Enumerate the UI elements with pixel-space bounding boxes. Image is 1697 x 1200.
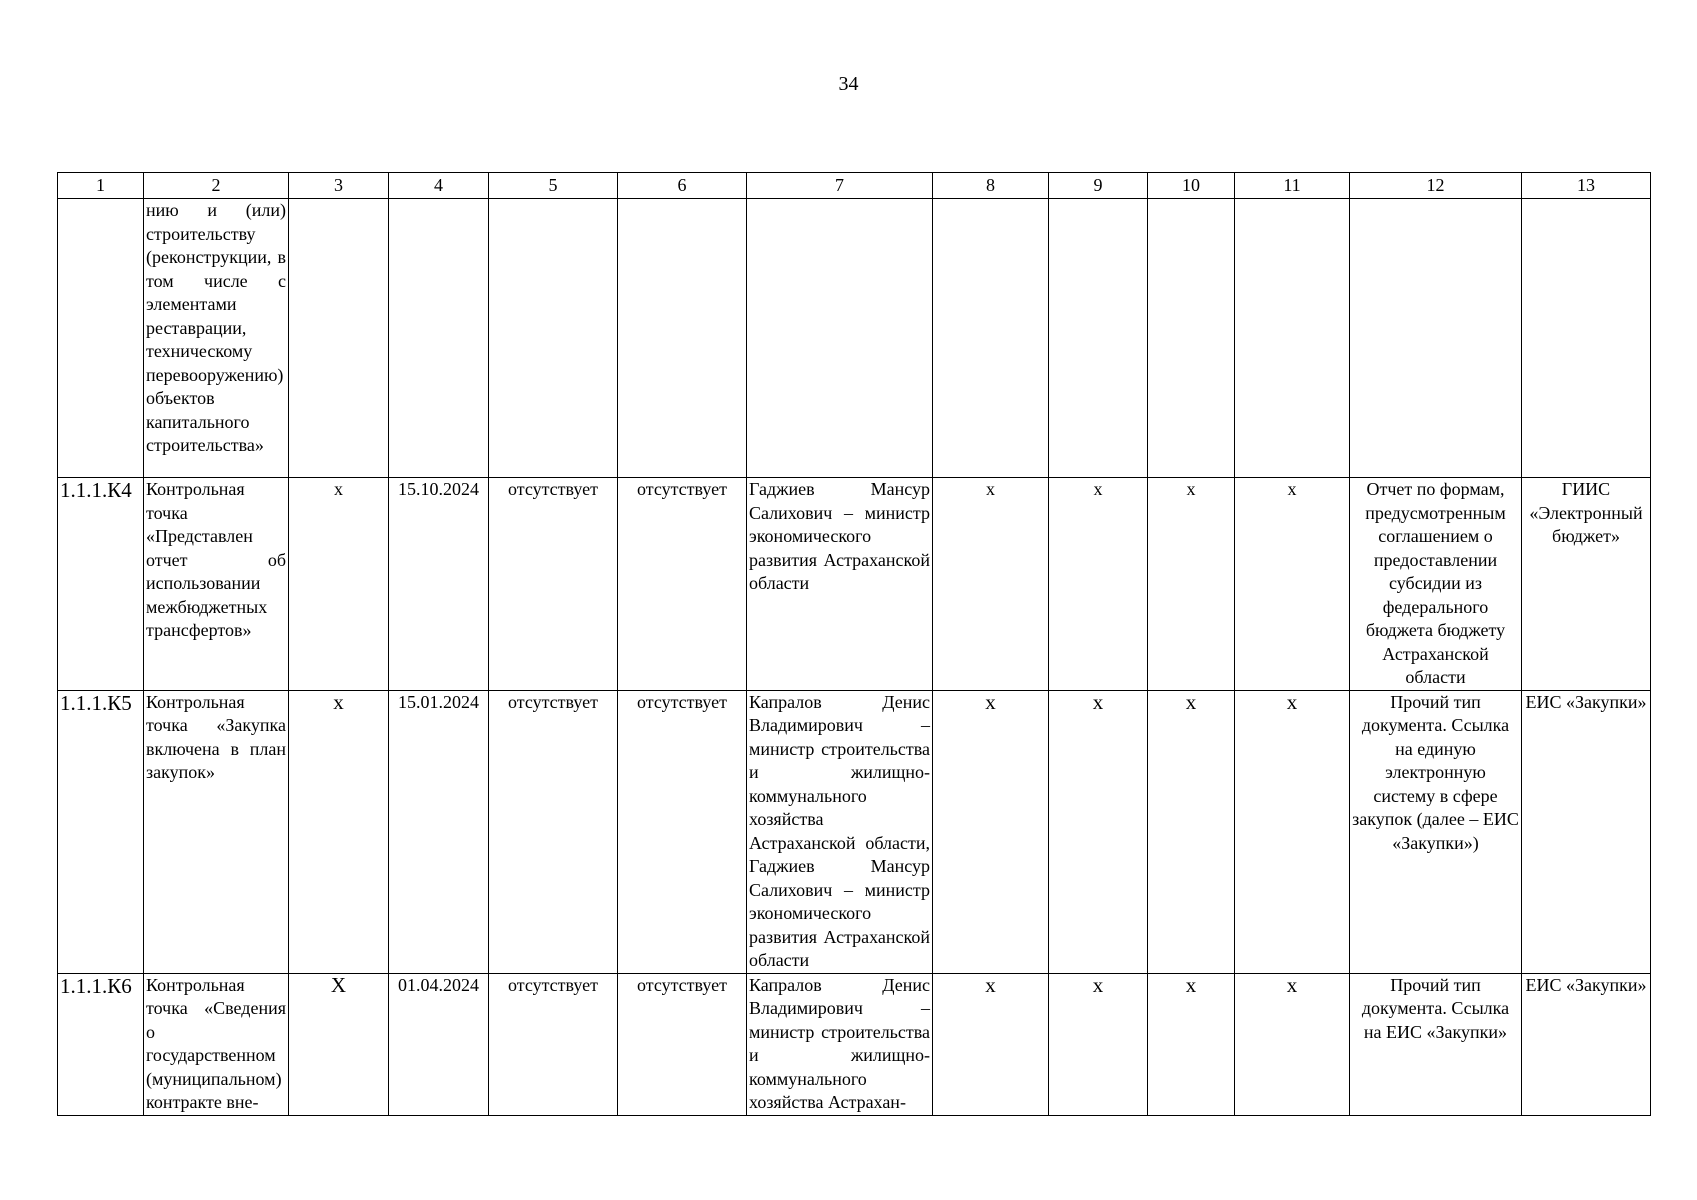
row-name: Контрольная точка «Представлен отчет об использовании межбюджетных трансфертов» [144,478,289,691]
information-system-cell: ЕИС «Закупки» [1522,690,1651,973]
table-cell: x [289,478,389,691]
document-type-cell: Отчет по формам, предусмотренным соглашением о предоставлении субсидии из федерального бюджета бюджету Астраханской области [1350,478,1522,691]
row-code: 1.1.1.К5 [58,690,144,973]
table-cell: отсутствует [489,478,618,691]
table-cell: x [1235,973,1350,1115]
table-cell: x [289,690,389,973]
table-cell: отсутствует [618,690,747,973]
table-row [58,478,1651,691]
column-header: 4 [389,173,489,199]
table-cell: 01.04.2024 [389,973,489,1115]
column-header: 6 [618,173,747,199]
table-cell: x [1148,478,1235,691]
table-cell: x [1049,690,1148,973]
row-name: Контрольная точка «Сведения о государственном (муниципальном) контракте вне- [144,973,289,1115]
table-cell: отсутствует [489,690,618,973]
table-header-row [58,173,1651,199]
column-header: 5 [489,173,618,199]
responsible-cell: Капралов Денис Владимирович – министр строительства и жилищно-коммунального хозяйства Астраханской области, Гаджиев Мансур Салихович – министр экономического развития Астраханской области [747,690,933,973]
table-cell [618,199,747,478]
table-cell: x [933,478,1049,691]
table-cell: отсутствует [618,973,747,1115]
row-name: Контрольная точка «Закупка включена в план закупок» [144,690,289,973]
row-code: 1.1.1.К6 [58,973,144,1115]
table-cell [389,199,489,478]
control-points-table [57,172,1651,1116]
table-cell [289,199,389,478]
table-cell: x [1235,478,1350,691]
table-cell [1148,199,1235,478]
table-cell [747,199,933,478]
page-number: 34 [838,73,859,95]
column-header: 9 [1049,173,1148,199]
table-cell [489,199,618,478]
table-cell [1235,199,1350,478]
column-header: 11 [1235,173,1350,199]
table-cell: x [933,973,1049,1115]
table-cell: отсутствует [489,973,618,1115]
column-header: 1 [58,173,144,199]
information-system-cell: ЕИС «Закупки» [1522,973,1651,1115]
table-cell: x [933,690,1049,973]
table-row [58,690,1651,973]
document-type-cell: Прочий тип документа. Ссылка на единую электронную систему в сфере закупок (далее – ЕИС «Закупки») [1350,690,1522,973]
table-cell: x [1235,690,1350,973]
row-code [58,199,144,478]
information-system-cell: ГИИС «Электронный бюджет» [1522,478,1651,691]
responsible-cell: Капралов Денис Владимирович – министр строительства и жилищно-коммунального хозяйства Астрахан- [747,973,933,1115]
table-cell [933,199,1049,478]
column-header: 2 [144,173,289,199]
table-cell: X [289,973,389,1115]
column-header: 8 [933,173,1049,199]
table-cell: x [1148,973,1235,1115]
column-header: 12 [1350,173,1522,199]
table-cell: x [1049,973,1148,1115]
column-header: 3 [289,173,389,199]
table-row [58,199,1651,478]
responsible-cell: Гаджиев Мансур Салихович – министр экономического развития Астраханской области [747,478,933,691]
table-cell: x [1148,690,1235,973]
column-header: 10 [1148,173,1235,199]
table-cell: отсутствует [618,478,747,691]
row-code: 1.1.1.К4 [58,478,144,691]
table-cell: 15.01.2024 [389,690,489,973]
table-cell [1350,199,1522,478]
table-cell [1049,199,1148,478]
document-type-cell: Прочий тип документа. Ссылка на ЕИС «Закупки» [1350,973,1522,1115]
table-row [58,973,1651,1115]
table-cell: x [1049,478,1148,691]
column-header: 13 [1522,173,1651,199]
table-cell: 15.10.2024 [389,478,489,691]
table-cell [1522,199,1651,478]
column-header: 7 [747,173,933,199]
row-name: нию и (или) строительству (реконструкции, в том числе с элементами реставрации, техническому перевооружению) объектов капитального строительства» [144,199,289,478]
